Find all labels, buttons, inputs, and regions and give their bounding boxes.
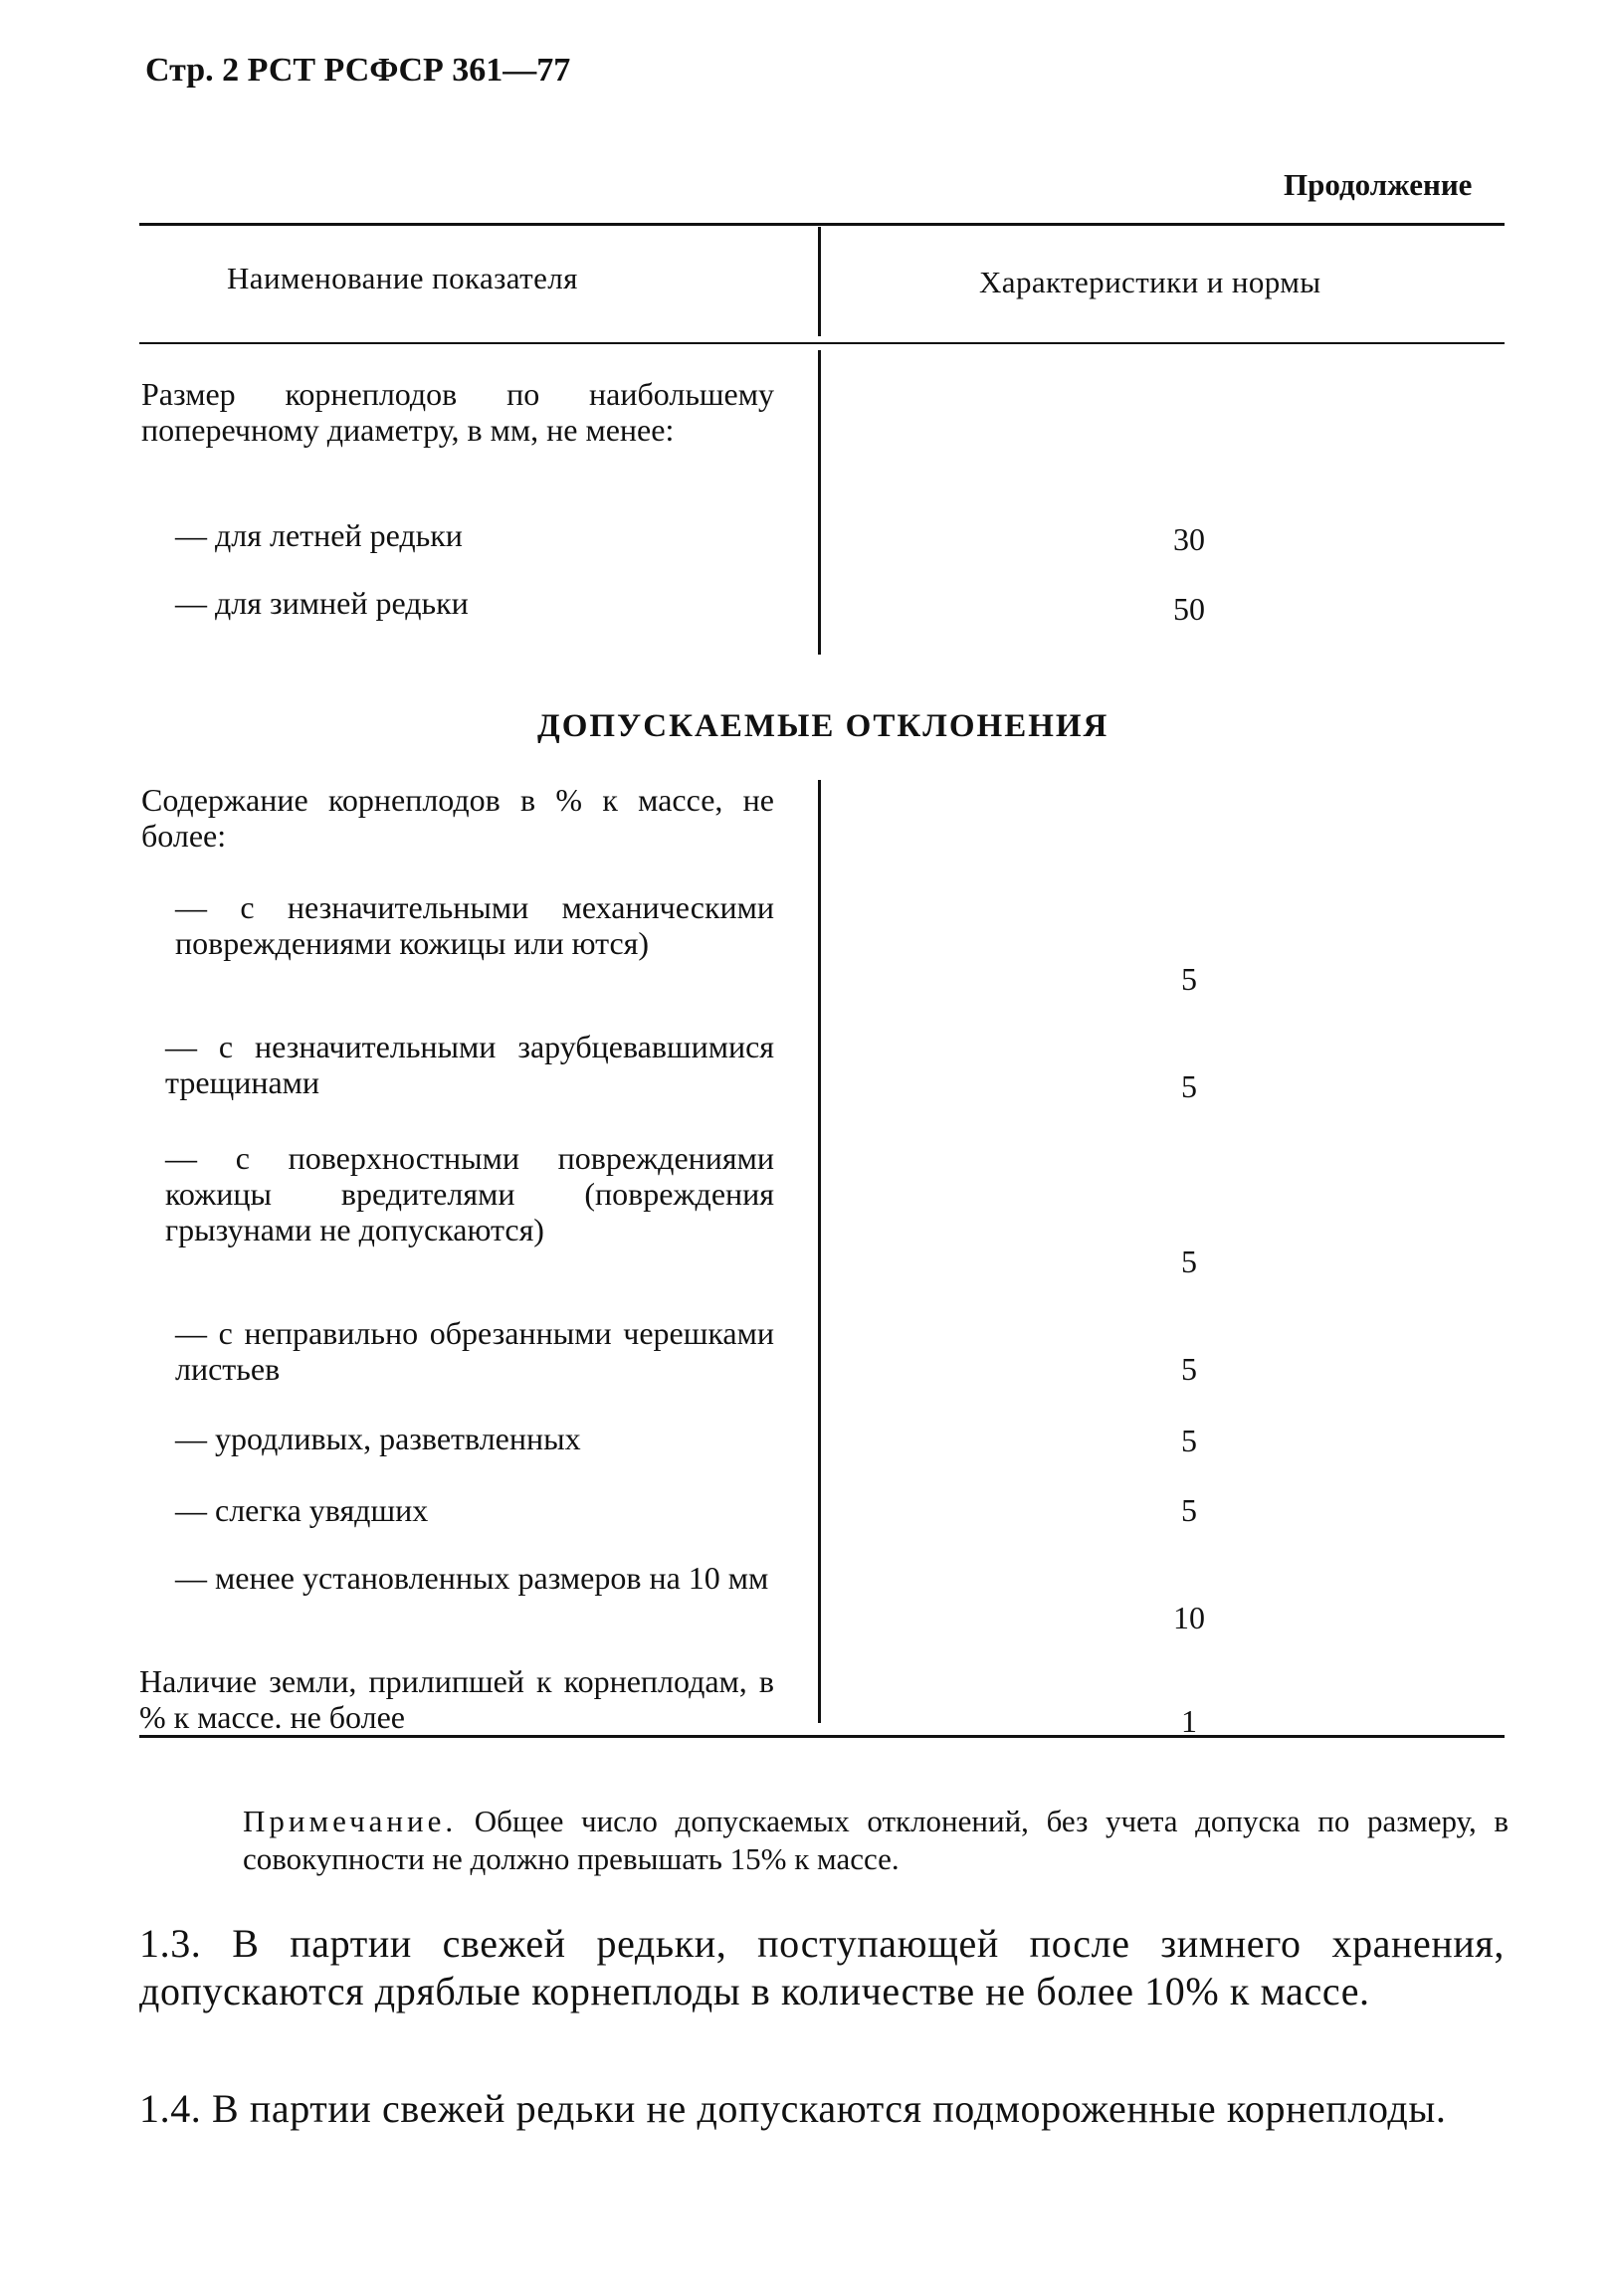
column-divider-deviations [818, 780, 821, 1723]
table-top-rule [139, 223, 1505, 226]
row-value-undersize: 10 [1173, 1600, 1205, 1635]
row-label-undersize: — менее установленных размеров на 10 мм [175, 1560, 769, 1596]
row-value-cracks: 5 [1181, 1068, 1197, 1104]
row-label-winter: — для зимней редьки [175, 585, 469, 621]
column-divider-size [818, 350, 821, 655]
header-column-divider [818, 227, 821, 336]
note-text: Общее число допускаемых отклонений, без учета допуска по размеру, в совокупности не должно превышать 15% к массе. [243, 1804, 1509, 1876]
row-value-mechanical: 5 [1181, 961, 1197, 997]
row-label-cracks: — с незначительными зарубцевавшимися трещинами [165, 1029, 774, 1100]
size-block-title: Размер корнеплодов по наибольшему поперечному диаметру, в мм, не менее: [141, 376, 774, 448]
row-value-winter: 50 [1173, 591, 1205, 627]
col2-header: Характеристики и нормы [979, 265, 1321, 299]
row-label-soil: Наличие земли, прилипшей к корнеплодам, в % к массе. не более [139, 1663, 774, 1735]
row-label-pests: — с поверхностными повреждениями кожицы вредителями (повреждения грызунами не допускаются) [165, 1140, 774, 1247]
note-label: Примечание. [243, 1804, 458, 1838]
row-value-summer: 30 [1173, 521, 1205, 557]
table-bottom-rule [139, 1735, 1505, 1738]
section-title: ДОПУСКАЕМЫЕ ОТКЛОНЕНИЯ [537, 708, 1109, 744]
paragraph-1-4: 1.4. В партии свежей редьки не допускаются подмороженные корнеплоды. [139, 2086, 1447, 2131]
row-label-wilted: — слегка увядших [175, 1492, 429, 1528]
row-value-soil: 1 [1181, 1703, 1197, 1739]
paragraph-1-3: 1.3. В партии свежей редьки, поступающей после зимнего хранения, допускаются дряблые корнеплоды в количестве не более 10% к массе. [139, 1921, 1505, 2013]
row-label-deformed: — уродливых, разветвленных [175, 1421, 581, 1456]
table-note [243, 1803, 1509, 1878]
row-value-deformed: 5 [1181, 1423, 1197, 1458]
deviation-block-title: Содержание корнеплодов в % к массе, не более: [141, 782, 774, 854]
col1-header: Наименование показателя [227, 261, 578, 295]
row-value-pests: 5 [1181, 1244, 1197, 1279]
header-bottom-rule [139, 342, 1505, 344]
continuation-label: Продолжение [1284, 167, 1473, 202]
row-label-petioles: — с неправильно обрезанными черешками листьев [175, 1315, 774, 1387]
row-label-mechanical: — с незначительными механическими повреждениями кожицы или ются) [175, 889, 774, 961]
row-value-wilted: 5 [1181, 1492, 1197, 1528]
row-value-petioles: 5 [1181, 1351, 1197, 1387]
page-header: Стр. 2 РСТ РСФСР 361—77 [145, 52, 571, 89]
row-label-summer: — для летней редьки [175, 517, 463, 553]
